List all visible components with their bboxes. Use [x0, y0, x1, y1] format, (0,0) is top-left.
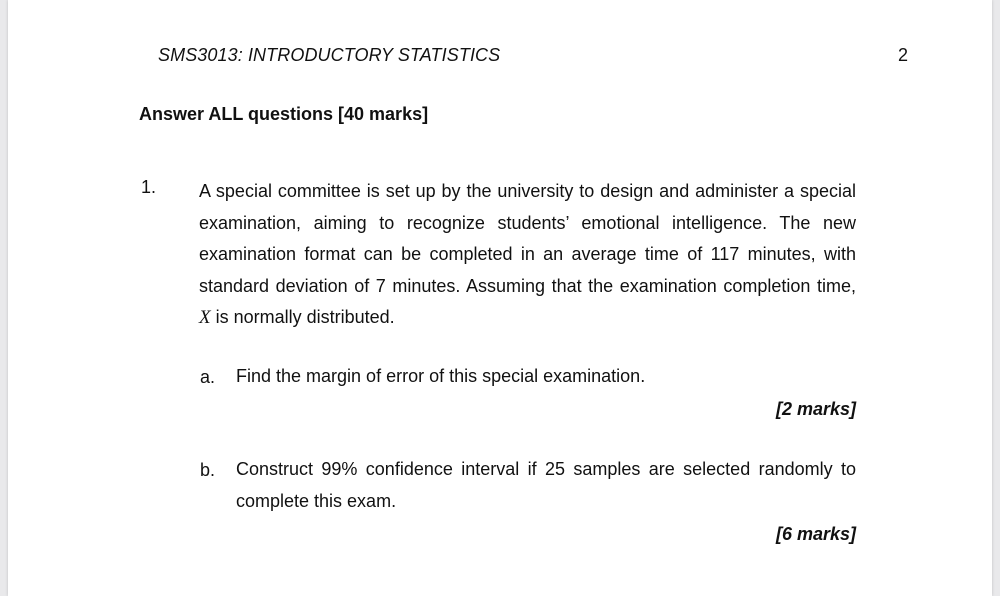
course-header: SMS3013: INTRODUCTORY STATISTICS	[158, 45, 501, 65]
question-text	[199, 176, 856, 334]
part-b-text: Construct 99% confidence interval if 25 samples are selected randomly to complete this exam.	[236, 459, 856, 511]
instructions-heading: Answer ALL questions [40 marks]	[139, 104, 429, 124]
question-number: 1.	[141, 177, 157, 197]
part-a-text: Find the margin of error of this special examination.	[236, 366, 646, 386]
question-text-part1: A special committee is set up by the university to design and administer a special examination, aiming to recognize students’ emotional intelligence. The new examination format can be completed in an average time of 117 minutes, with standard deviation of 7 minutes. Assuming that the examination completion time,	[199, 181, 856, 296]
part-b-letter: b.	[200, 460, 216, 480]
part-b-marks: [6 marks]	[775, 524, 856, 544]
question-text-part2: is normally distributed.	[210, 307, 395, 327]
page-number: 2	[897, 45, 908, 65]
part-a-letter: a.	[200, 367, 216, 387]
part-a-marks: [2 marks]	[775, 399, 856, 419]
random-variable: X	[199, 307, 211, 328]
document-page	[8, 0, 992, 596]
